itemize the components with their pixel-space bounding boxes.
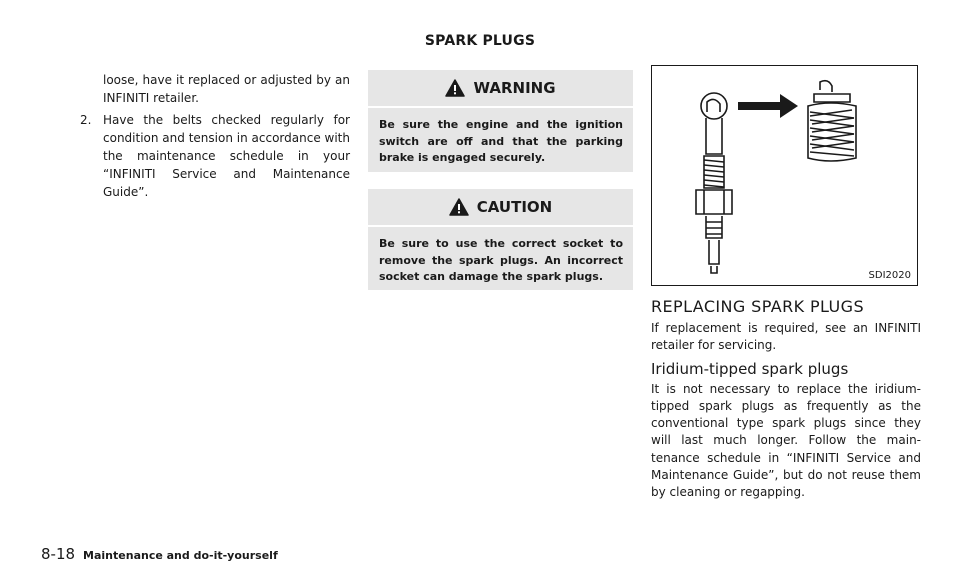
body-paragraph: It is not necessary to replace the iridium-tipped spark plugs as frequently as the conventional type spark plugs since they will last much longer. Follow the main-tenance schedule in “INFINITI Service and Maintenance Guide”, but do not reuse them by cleaning or regapping. bbox=[651, 381, 921, 500]
section-title: SPARK PLUGS bbox=[424, 33, 536, 49]
caution-text: Be sure to use the correct socket to remove the spark plugs. An incorrect socket can damage the spark plugs. bbox=[379, 237, 623, 283]
spark-plug-drawing bbox=[652, 66, 919, 287]
figure-label: SDI2020 bbox=[868, 270, 911, 281]
warning-header bbox=[368, 70, 633, 108]
page-footer bbox=[41, 545, 278, 563]
page-number: 8-18 bbox=[41, 545, 76, 563]
warning-title: WARNING bbox=[473, 79, 556, 97]
caution-header bbox=[368, 189, 633, 227]
section-heading: REPLACING SPARK PLUGS bbox=[651, 297, 865, 316]
left-column bbox=[80, 71, 350, 205]
continued-paragraph: loose, have it replaced or adjusted by an INFINITI retailer. bbox=[103, 73, 350, 105]
chapter-title: Maintenance and do-it-yourself bbox=[83, 549, 278, 562]
warning-box bbox=[368, 70, 633, 172]
right-column bbox=[651, 296, 921, 502]
list-item-text: Have the belts checked regularly for condition and tension in accordance with the maintenance schedule in your “INFINITI Service and Maintenance Guide”. bbox=[103, 113, 350, 199]
list-item-number: 2. bbox=[80, 113, 92, 127]
intro-paragraph: If replacement is required, see an INFINITI retailer for servicing. bbox=[651, 321, 921, 353]
spark-plug-illustration bbox=[651, 65, 918, 286]
caution-title: CAUTION bbox=[476, 198, 553, 216]
caution-box bbox=[368, 189, 633, 290]
warning-text: Be sure the engine and the ignition switch are off and that the parking brake is engaged securely. bbox=[379, 118, 623, 164]
warning-triangle-icon bbox=[449, 198, 469, 216]
subsection-heading: Iridium-tipped spark plugs bbox=[651, 359, 849, 378]
warning-triangle-icon bbox=[445, 79, 465, 97]
list-item bbox=[80, 111, 350, 201]
